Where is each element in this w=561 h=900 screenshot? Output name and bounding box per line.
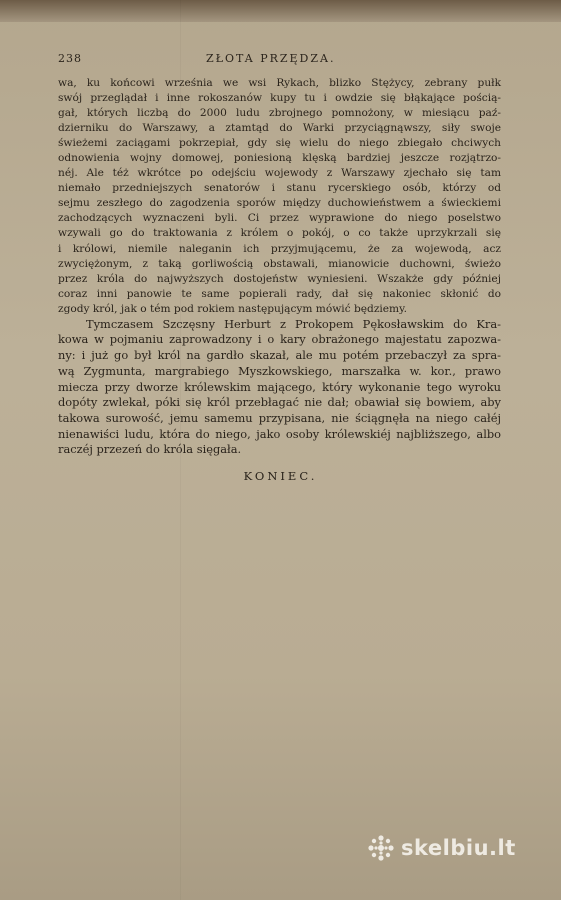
- text-line: odnowienia wojny domowej, poniesioną klęską bardziej jeszcze rozjątrzo-: [58, 152, 501, 165]
- paragraph-2: [58, 317, 501, 458]
- text-line: kowa w pojmaniu zaprowadzony i o kary obrażonego majestatu zapozwa-: [58, 332, 501, 347]
- text-line: sejmu zeszłego do zagodzenia sporów między duchowieństwem a świeckiemi: [58, 197, 501, 210]
- text-line: Tymczasem Szczęsny Herburt z Prokopem Pękosławskim do Kra-: [86, 316, 501, 331]
- text-line: świeżemi zaciągami pokrzepiał, gdy się wielu do niego zbiegało chciwych: [58, 137, 501, 150]
- paragraph-1: [58, 76, 501, 317]
- text-line: przez króla do najwyższych dostojeństw wyniesieni. Wszakże gdy później: [58, 272, 501, 285]
- page-number: 238: [58, 52, 82, 65]
- watermark-text: skelbiu.lt: [401, 836, 516, 860]
- text-line: gał, których liczbą do 2000 ludu zbrojnego pomnożony, w miesiącu paź-: [58, 107, 501, 120]
- text-line: niemało przedniejszych senatorów i stanu rycerskiego osób, którzy od: [58, 182, 501, 195]
- text-line: takowa surowość, jemu samemu przypisana, nie ściągnęła na niego całéj: [58, 410, 501, 425]
- dot-cluster-logo-icon: [367, 834, 395, 862]
- text-line: miecza przy dworze królewskim mającego, który wykonanie tego wyroku: [58, 379, 501, 394]
- text-line: dzierniku do Warszawy, a ztamtąd do Warki przyciągnąwszy, siły swoje: [58, 122, 501, 135]
- text-line: i królowi, niemile naleganin ich przyjmującemu, że za wojewodą, acz: [58, 242, 501, 255]
- text-line: wzywali go do traktowania z królem o pokój, o co także uprzykrzali się: [58, 227, 501, 240]
- text-line: wa, ku końcowi września we wsi Rykach, blizko Stężycy, zebrany pułk: [58, 77, 501, 89]
- text-line: dopóty zwlekał, póki się król przebłagać nie dał; obawiał się bowiem, aby: [58, 395, 501, 410]
- watermark: [367, 833, 516, 863]
- text-line: nienawiści ludu, która do niego, jako osoby królewskiéj najbliższego, albo: [58, 426, 501, 441]
- text-line: zwyciężonym, z taką gorliwością obstawali, mianowicie duchowni, świeżo: [58, 257, 501, 270]
- ending-word: KONIEC.: [243, 469, 318, 483]
- text-line: néj. Ale téż wkrótce po odejściu wojewody z Warszawy zjechało się tam: [58, 167, 501, 180]
- page-top-shadow: [0, 0, 561, 22]
- text-line: zgody król, jak o tém pod rokiem następującym mówić będziemy.: [58, 302, 408, 315]
- body-text: [58, 76, 501, 458]
- text-line: wą Zygmunta, margrabiego Myszkowskiego, marszałka w. kor., prawo: [58, 363, 501, 378]
- text-line: ny: i już go był król na gardło skazał, ale mu potém przebaczył za spra-: [58, 348, 501, 363]
- text-line: coraz inni panowie te same popierali rady, dał się nakoniec skłonić do: [58, 287, 501, 300]
- text-line: swój przeglądał i inne rokoszanów kupy tu i owdzie się błąkające pością-: [58, 92, 501, 105]
- running-title: ZŁOTA PRZĘDZA.: [206, 52, 336, 65]
- page-header: [58, 52, 517, 68]
- text-line: raczéj przezeń do króla sięgała.: [58, 442, 242, 457]
- text-line: zachodzących wyznaczeni byli. Ci przez wyprawione do niego poselstwo: [58, 212, 501, 225]
